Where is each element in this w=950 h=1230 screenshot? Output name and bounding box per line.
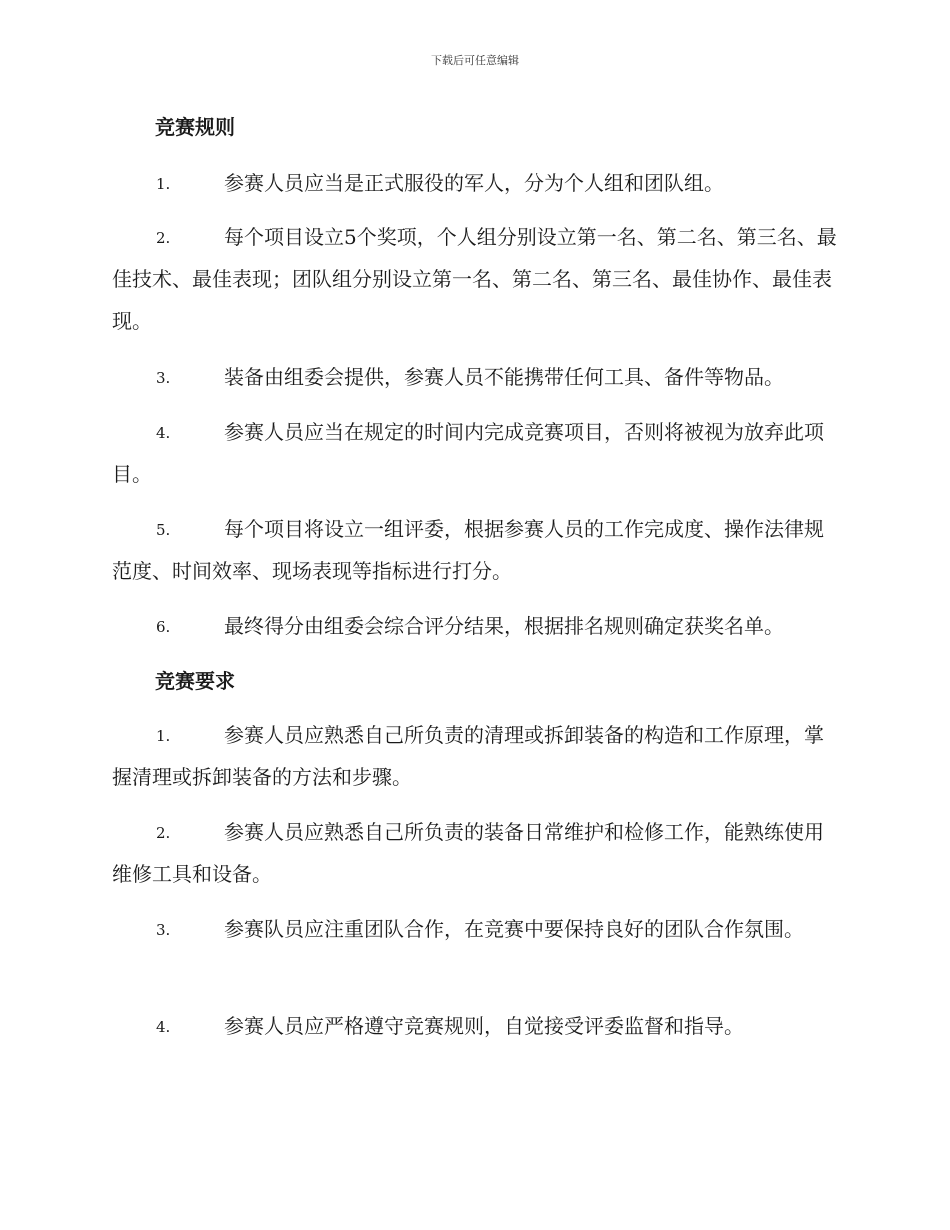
- item-text: 每个项目将设立一组评委，根据参赛人员的工作完成度、操作法律规范度、时间效率、现场表现等指标进行打分。: [112, 517, 824, 583]
- item-number: 3.: [156, 921, 171, 939]
- item-text: 参赛人员应熟悉自己所负责的装备日常维护和检修工作，能熟练使用维修工具和设备。: [112, 820, 824, 886]
- item-number: 2.: [156, 229, 171, 247]
- item-number: 4.: [156, 424, 171, 442]
- item-text: 参赛人员应当是正式服役的军人，分为个人组和团队组。: [224, 171, 724, 195]
- item-number: 1.: [156, 727, 171, 745]
- item-number: 4.: [156, 1018, 171, 1036]
- item-number: 1.: [156, 175, 171, 193]
- item-text: 每个项目设立5个奖项，个人组分别设立第一名、第二名、第三名、最佳技术、最佳表现；团队组分别设立第一名、第二名、第三名、最佳协作、最佳表现。: [112, 225, 837, 333]
- list-item: [112, 605, 837, 647]
- item-text: 最终得分由组委会综合评分结果，根据排名规则确定获奖名单。: [224, 614, 784, 638]
- item-number: 6.: [156, 618, 171, 636]
- list-item: [112, 356, 837, 398]
- list-item: [112, 216, 837, 342]
- list-item: [112, 508, 837, 592]
- item-text: 参赛人员应严格遵守竞赛规则，自觉接受评委监督和指导。: [224, 1014, 744, 1038]
- list-item: [112, 714, 837, 798]
- item-text: 参赛队员应注重团队合作，在竞赛中要保持良好的团队合作氛围。: [224, 917, 804, 941]
- item-number: 2.: [156, 824, 171, 842]
- list-item: [112, 162, 837, 204]
- list-item: [112, 811, 837, 895]
- list-item: [112, 411, 837, 495]
- section-title-requirements: 竞赛要求: [155, 669, 235, 693]
- item-text: 装备由组委会提供，参赛人员不能携带任何工具、备件等物品。: [224, 365, 784, 389]
- item-number: 3.: [156, 369, 171, 387]
- list-item: [112, 1005, 837, 1047]
- item-text: 参赛人员应熟悉自己所负责的清理或拆卸装备的构造和工作原理，掌握清理或拆卸装备的方法和步骤。: [112, 723, 824, 789]
- page-header-note: 下载后可任意编辑: [431, 54, 519, 67]
- item-number: 5.: [156, 521, 171, 539]
- list-item: [112, 908, 837, 950]
- section-title-rules: 竞赛规则: [155, 115, 235, 139]
- item-text: 参赛人员应当在规定的时间内完成竞赛项目，否则将被视为放弃此项目。: [112, 420, 824, 486]
